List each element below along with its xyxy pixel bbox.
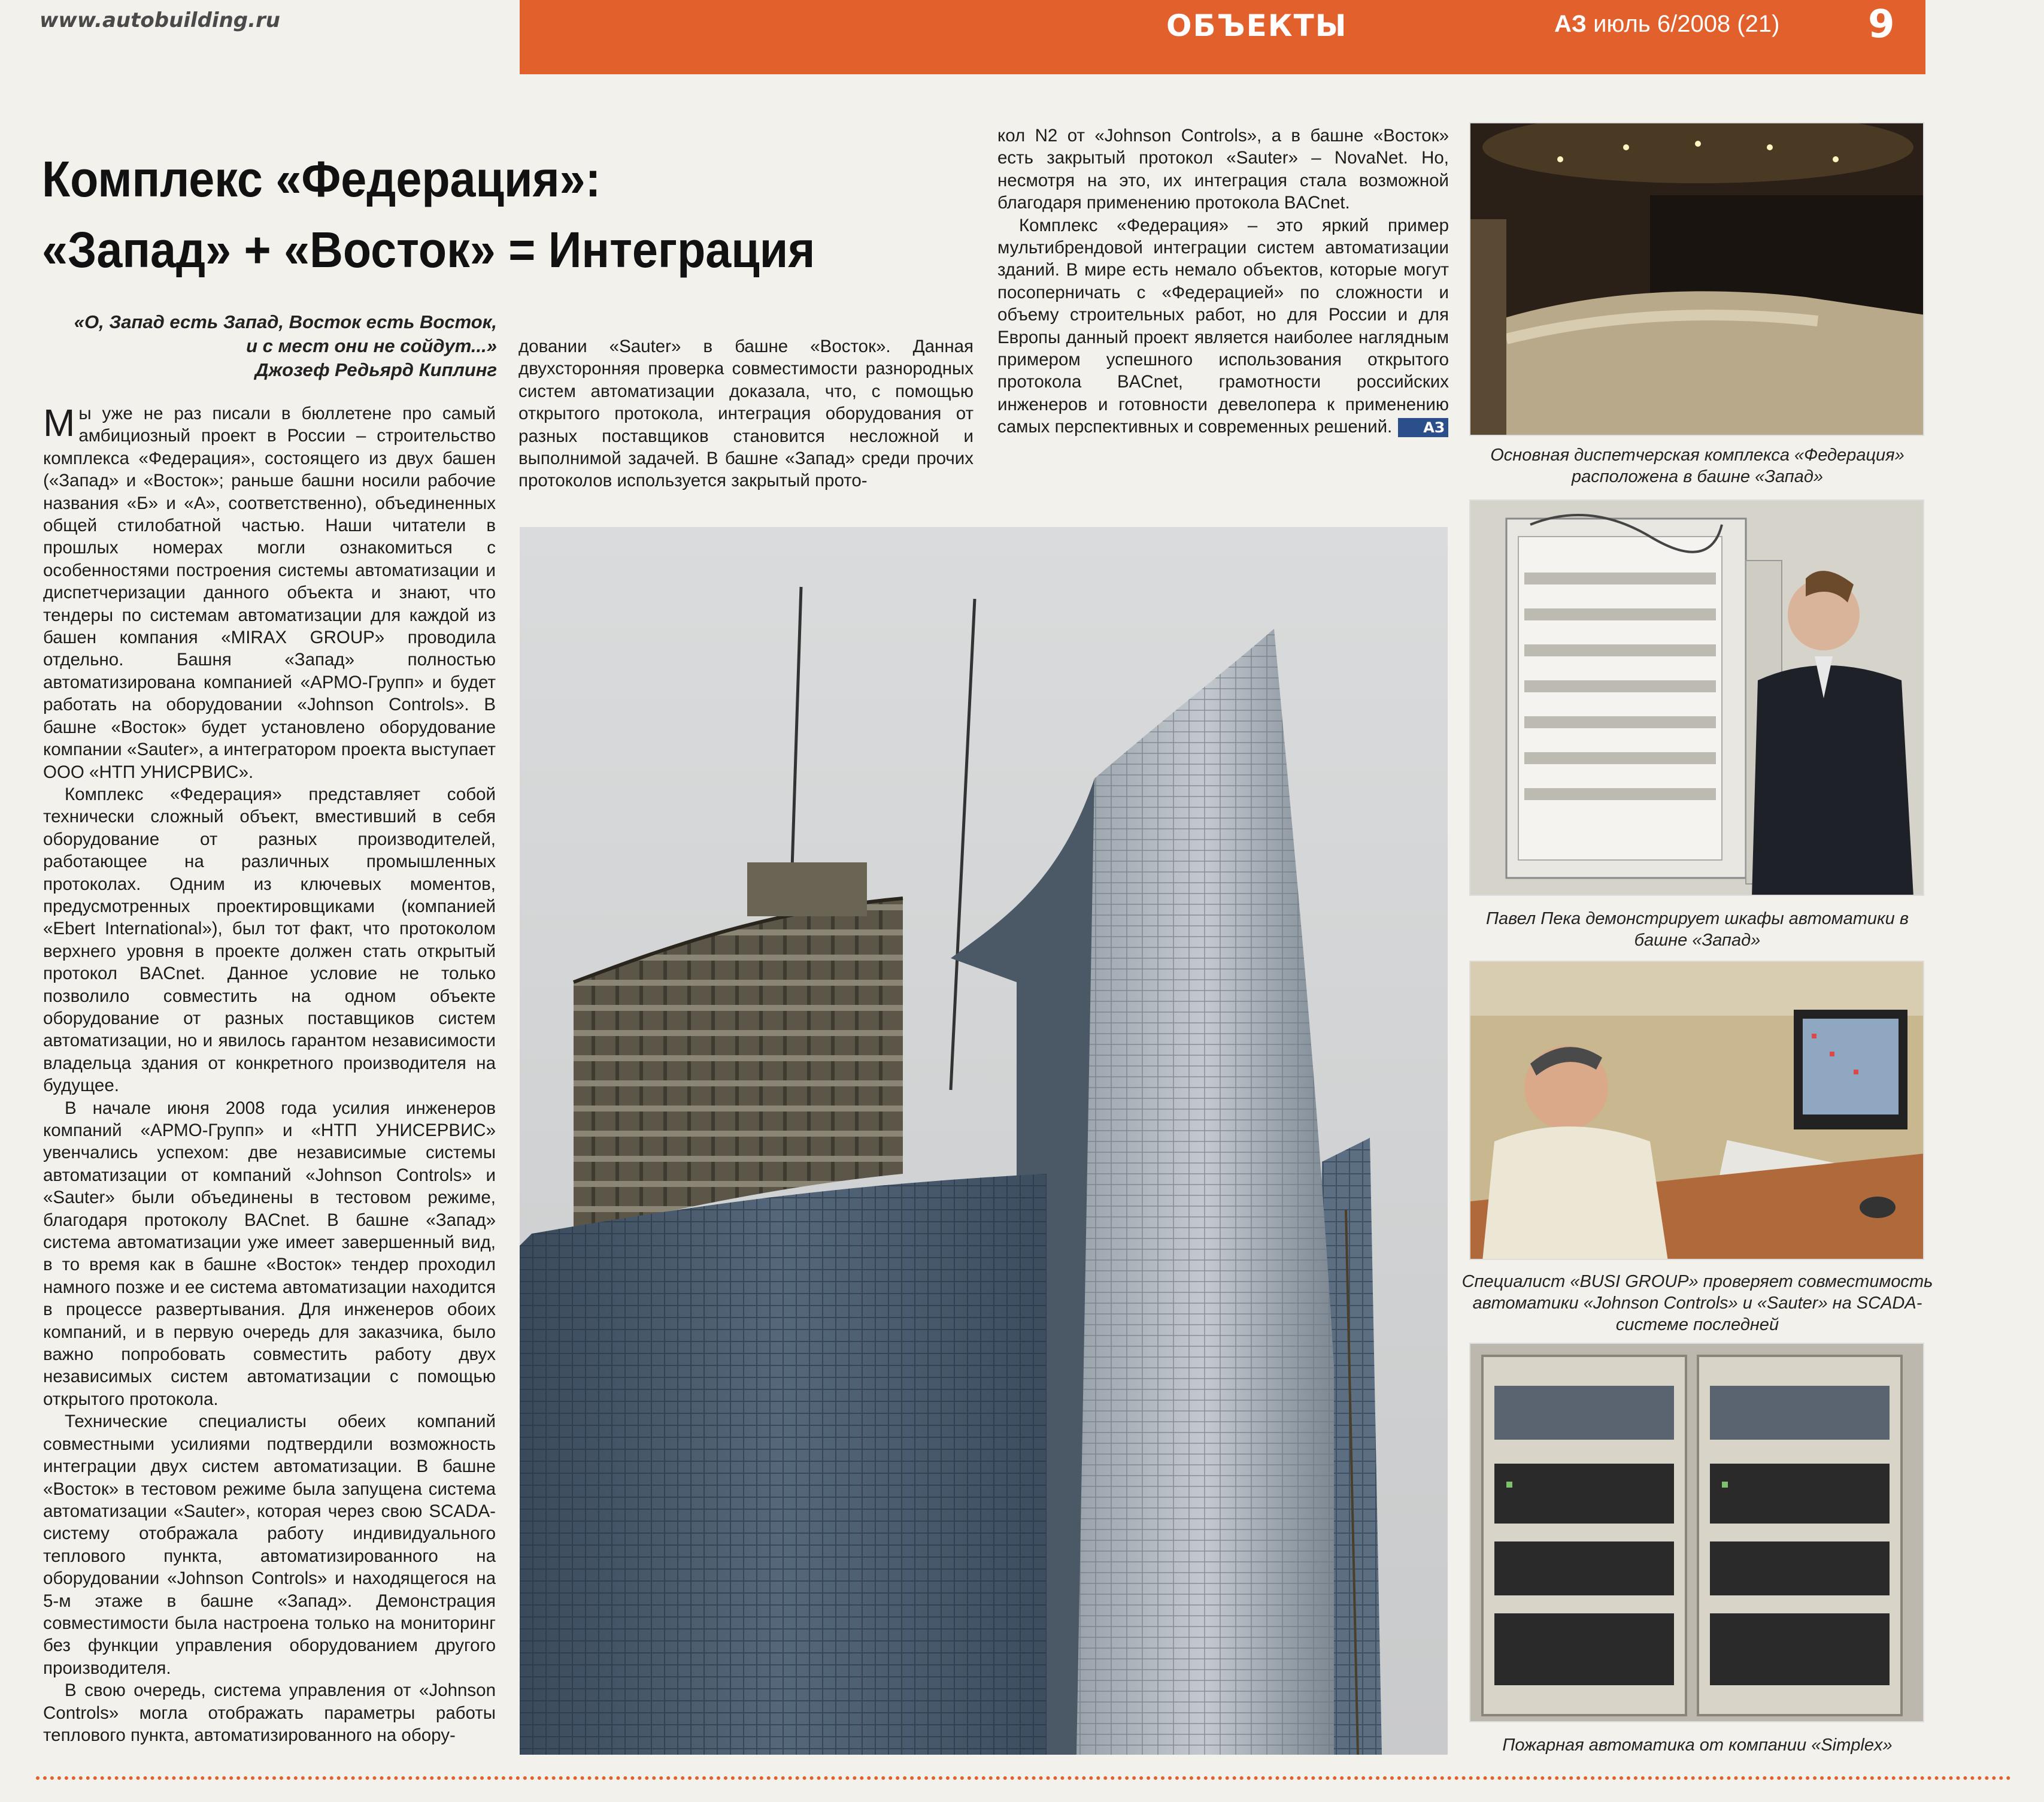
- paragraph-8-text: Комплекс «Федерация» – это яркий пример мультибрендовой интеграции систем автоматизации зданий. В мире есть немало объектов, которые могут посоперничать с «Федерацией» по сложности и объему строительных работ, но для России и для Европы данный проект является наиболее наглядным примером успешного использования открытого протокола BACnet, грамотности российских инженеров и готовности девелопера к применению самых перспективных и современных решений.: [997, 215, 1449, 437]
- end-badge: АЗ: [1398, 418, 1448, 437]
- control-room-illustration: [1470, 123, 1924, 436]
- federation-towers-illustration: [520, 527, 1448, 1755]
- fire-alarm-illustration: [1470, 1344, 1924, 1722]
- drop-cap: М: [43, 401, 75, 444]
- paragraph-6: довании «Sauter» в башне «Восток». Данная двухсторонняя проверка совместимости разнородных систем автоматизации доказала, что, с помощью открытого протокола, интеграция оборудования от разных поставщиков становится несложной и выполнимой задачей. В башне «Запад» среди прочих протоколов используется закрытый прото-: [518, 337, 974, 491]
- paragraph-3: В начале июня 2008 года усилия инженеров компаний «АРМО-Групп» и «НТП УНИСЕРВИС» увенчались успехом: две независимые системы автоматизации от компаний «Johnson Controls» и «Sauter» были объединены в тестовом режиме, благодаря протоколу BACnet. В башне «Запад» система автоматизации уже имеет завершенный вид, в то время как в башне «Восток» тендер проходил намного позже и ее система автоматизации находится в процессе развертывания. Для инженеров обоих компаний, и в первую очередь для заказчика, было важно попробовать совместить работу двух независимых систем автоматизации с помощью открытого протокола.: [43, 1098, 496, 1409]
- section-title: ОБЪЕКТЫ: [1166, 8, 1348, 43]
- building-photo: [520, 527, 1448, 1755]
- paragraph-4: Технические специалисты обеих компаний совместными усилиями подтвердили возможность интеграции двух систем автоматизации. В башне «Восток» в тестовом режиме была запущена система автоматизации «Sauter», которая через свою SCADA-систему отображала работу индивидуального теплового пункта, автоматизированного на оборудовании «Johnson Controls» и находящегося на 5-м этаже в башне «Запад». Демонстрация совместимости была настроена только на мониторинг без функции управления оборудованием другого производителя.: [43, 1412, 496, 1678]
- article-headline: [42, 144, 846, 285]
- fire-alarm-photo: [1469, 1343, 1924, 1722]
- text-column-1: [43, 402, 496, 1746]
- caption-scada-check: Специалист «BUSI GROUP» проверяет совместимость автоматики «Johnson Controls» и «Sauter» на SCADA-системе последней: [1461, 1272, 1933, 1334]
- paragraph-7: кол N2 от «Johnson Controls», а в башне «Восток» есть закрытый протокол «Sauter» – NovaNet. Но, несмотря на это, их интеграция стала возможной благодаря применению протокола BACnet.: [997, 126, 1449, 213]
- paragraph-1: [43, 402, 496, 783]
- issue-info: [1554, 11, 1779, 38]
- scada-check-illustration: [1470, 962, 1924, 1260]
- site-url[interactable]: www.autobuilding.ru: [40, 8, 281, 32]
- control-room-photo: [1469, 122, 1924, 436]
- headline-line-2: «Запад» + «Восток» = Интеграция: [42, 222, 815, 278]
- epigraph: [48, 310, 497, 382]
- page-number: 9: [1868, 2, 1895, 47]
- scada-check-photo: [1469, 961, 1924, 1260]
- epigraph-line-1: «О, Запад есть Запад, Восток есть Восток,: [74, 311, 497, 332]
- headline-line-1: Комплекс «Федерация»:: [42, 151, 601, 207]
- paragraph-1-text: ы уже не раз писали в бюллетене про самый амбициозный проект в России – строительство комплекса «Федерация», состоящего из двух башен («Запад» и «Восток»; раньше башни носили рабочие названия «Б» и «А», соответственно), объединенных общей стилобатной частью. Наши читатели в прошлых номерах могли ознакомиться с особенностями построения системы автоматизации и диспетчеризации данного объекта и знают, что тендеры по системам автоматизации для каждой из башен компания «MIRAX GROUP» проводила отдельно. Башня «Запад» полностью автоматизирована компанией «АРМО-Групп» и будет работать на оборудовании «Johnson Controls». В башне «Восток» будет установлено оборудование компании «Sauter», а интегратором проекта выступает ООО «НТП УНИСРВИС».: [43, 404, 496, 782]
- issue-date: июль 6/2008 (21): [1593, 11, 1780, 37]
- caption-automation-cabinets: Павел Пека демонстрирует шкафы автоматики в башне «Запад»: [1485, 909, 1909, 950]
- text-column-3: [997, 125, 1449, 438]
- paragraph-8: [997, 214, 1449, 438]
- paragraph-2: Комплекс «Федерация» представляет собой технически сложный объект, вместивший в себя оборудование от разных производителей, работающее на различных промышленных протоколах. Одним из ключевых моментов, предусмотренных проектировщиками (компанией «Ebert International»), был тот факт, что протоколом верхнего уровня в проекте должен стать открытый протокол BACnet. Данное условие не только позволило совместить на одном объекте оборудование от разных поставщиков систем автоматизации, но и явилось гарантом независимости владельца здания от конкретного производителя на будущее.: [43, 784, 496, 1096]
- epigraph-author: Джозеф Редьярд Киплинг: [254, 359, 497, 380]
- paragraph-5: В свою очередь, система управления от «Johnson Controls» могла отображать параметры работы теплового пункта, автоматизированного на обору-: [43, 1680, 496, 1745]
- caption-control-room: Основная диспетчерская комплекса «Федерация» расположена в башне «Запад»: [1490, 446, 1905, 486]
- bottom-dotted-rule: [36, 1776, 2012, 1780]
- epigraph-line-2: и с мест они не сойдут...»: [246, 335, 497, 356]
- automation-cabinets-photo: [1469, 499, 1924, 896]
- automation-cabinets-illustration: [1470, 501, 1924, 896]
- issue-prefix: АЗ: [1554, 11, 1587, 37]
- text-column-2: [518, 335, 974, 492]
- caption-fire-alarm: Пожарная автоматика от компании «Simplex»: [1502, 1736, 1893, 1755]
